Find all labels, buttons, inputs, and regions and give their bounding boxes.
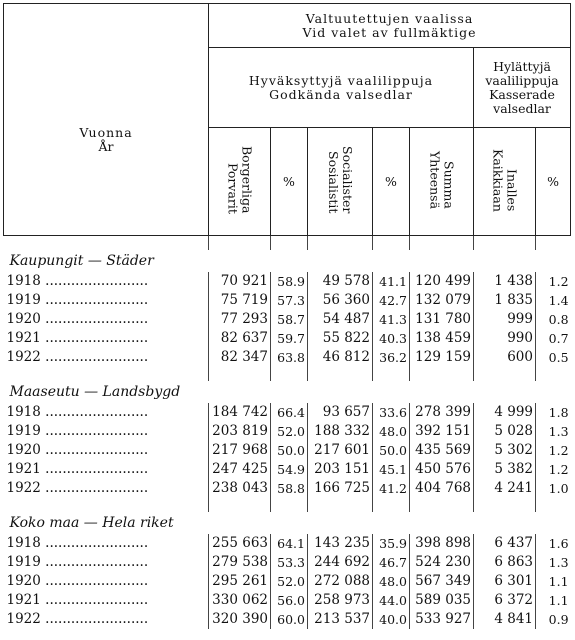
table-row xyxy=(4,291,571,310)
section-title: Kaupungit — Städer xyxy=(9,253,154,269)
bourgeois-pct-cell: 57.3 xyxy=(271,291,308,310)
bourgeois-pct-cell: 58.7 xyxy=(271,310,308,329)
section-title: Koko maa — Hela riket xyxy=(9,515,174,531)
bourgeois-cell: 255 663 xyxy=(209,534,271,553)
socialist-pct-cell: 41.3 xyxy=(373,310,410,329)
statistics-table-page xyxy=(3,3,570,635)
socialist-pct-cell: 45.1 xyxy=(373,460,410,479)
rejected-cell: 1 438 xyxy=(474,272,536,291)
rejected-cell: 5 028 xyxy=(474,422,536,441)
bourgeois-pct-cell: 52.0 xyxy=(271,572,308,591)
fullmaktige-header xyxy=(209,4,571,48)
socialist-pct-cell: 50.0 xyxy=(373,441,410,460)
rejected-pct-cell: 1.0 xyxy=(536,479,571,498)
socialist-cell: 56 360 xyxy=(308,291,373,310)
rejected-pct-cell: 1.2 xyxy=(536,272,571,291)
bourgeois-pct-cell: 58.9 xyxy=(271,272,308,291)
bourgeois-pct-cell: 66.4 xyxy=(271,403,308,422)
rejected-header-sv: Kasserade valsedlar xyxy=(489,86,555,116)
all-header xyxy=(474,128,536,236)
socialist-cell: 272 088 xyxy=(308,572,373,591)
rejected-header-fi: Hylättyjä vaalilippuja xyxy=(485,58,559,88)
socialist-pct-cell: 41.1 xyxy=(373,272,410,291)
spacer-cell xyxy=(308,367,373,381)
bourgeois-cell: 330 062 xyxy=(209,591,271,610)
socialist-cell: 188 332 xyxy=(308,422,373,441)
election-ballots-table xyxy=(3,3,571,629)
rejected-pct-cell: 1.2 xyxy=(536,460,571,479)
section-title: Maaseutu — Landsbygd xyxy=(9,384,181,400)
table-row xyxy=(4,310,571,329)
total-cell: 132 079 xyxy=(410,291,474,310)
total-cell: 450 576 xyxy=(410,460,474,479)
bourgeois-header xyxy=(209,128,271,236)
section-title-row xyxy=(4,512,571,534)
year-cell: 1922 ........................ xyxy=(6,611,149,627)
total-cell: 524 230 xyxy=(410,553,474,572)
socialist-pct-header: % xyxy=(373,128,410,236)
year-cell: 1921 ........................ xyxy=(6,461,149,477)
total-cell: 398 898 xyxy=(410,534,474,553)
year-cell: 1922 ........................ xyxy=(6,349,149,365)
spacer-cell xyxy=(271,236,308,251)
rejected-cell: 5 302 xyxy=(474,441,536,460)
rejected-pct-cell: 0.7 xyxy=(536,329,571,348)
socialist-cell: 166 725 xyxy=(308,479,373,498)
socialist-pct-cell: 46.7 xyxy=(373,553,410,572)
socialist-pct-cell: 44.0 xyxy=(373,591,410,610)
bourgeois-cell: 217 968 xyxy=(209,441,271,460)
bourgeois-header-sv: Borgerliga xyxy=(239,146,255,214)
spacer-cell xyxy=(4,367,209,381)
fullmaktige-header-sv: Vid valet av fullmäktige xyxy=(302,24,477,40)
socialist-cell: 54 487 xyxy=(308,310,373,329)
bourgeois-header-fi: Porvarit xyxy=(225,162,241,214)
rejected-cell: 6 372 xyxy=(474,591,536,610)
bourgeois-pct-cell: 56.0 xyxy=(271,591,308,610)
year-header xyxy=(4,4,209,236)
year-cell: 1920 ........................ xyxy=(6,573,149,589)
socialist-header xyxy=(308,128,373,236)
year-cell: 1918 ........................ xyxy=(6,535,149,551)
spacer-cell xyxy=(271,367,308,381)
socialist-cell: 244 692 xyxy=(308,553,373,572)
spacer-cell xyxy=(209,498,271,512)
bourgeois-pct-cell: 64.1 xyxy=(271,534,308,553)
socialist-cell: 93 657 xyxy=(308,403,373,422)
socialist-pct-cell: 40.0 xyxy=(373,610,410,629)
year-cell: 1920 ........................ xyxy=(6,311,149,327)
socialist-pct-cell: 33.6 xyxy=(373,403,410,422)
socialist-header-sv: Socialister xyxy=(340,146,355,214)
rejected-pct-cell: 1.8 xyxy=(536,403,571,422)
spacer-cell xyxy=(209,367,271,381)
bourgeois-cell: 82 637 xyxy=(209,329,271,348)
socialist-pct-cell: 48.0 xyxy=(373,572,410,591)
spacer-cell xyxy=(308,498,373,512)
rejected-ballots-header xyxy=(474,48,571,128)
table-header xyxy=(4,4,571,236)
year-cell: 1919 ........................ xyxy=(6,423,149,439)
socialist-cell: 49 578 xyxy=(308,272,373,291)
bourgeois-pct-cell: 50.0 xyxy=(271,441,308,460)
spacer-row xyxy=(4,367,571,381)
table-row xyxy=(4,610,571,629)
bourgeois-cell: 184 742 xyxy=(209,403,271,422)
rejected-cell: 5 382 xyxy=(474,460,536,479)
bourgeois-cell: 320 390 xyxy=(209,610,271,629)
socialist-pct-cell: 48.0 xyxy=(373,422,410,441)
bourgeois-pct-cell: 53.3 xyxy=(271,553,308,572)
table-row xyxy=(4,460,571,479)
year-cell: 1919 ........................ xyxy=(6,554,149,570)
section-title-row xyxy=(4,250,571,272)
accepted-header-fi: Hyväksyttyjä vaalilippuja xyxy=(248,72,434,88)
year-header-sv: År xyxy=(98,138,114,154)
spacer-cell xyxy=(474,367,536,381)
table-row xyxy=(4,572,571,591)
rejected-pct-cell: 0.9 xyxy=(536,610,571,629)
rejected-cell: 4 241 xyxy=(474,479,536,498)
rejected-cell: 600 xyxy=(474,348,536,367)
socialist-cell: 55 822 xyxy=(308,329,373,348)
rejected-pct-cell: 0.8 xyxy=(536,310,571,329)
table-row xyxy=(4,534,571,553)
accepted-header-sv: Godkända valsedlar xyxy=(269,86,413,102)
bourgeois-pct-cell: 58.8 xyxy=(271,479,308,498)
rejected-pct-header: % xyxy=(536,128,571,236)
total-cell: 392 151 xyxy=(410,422,474,441)
total-cell: 567 349 xyxy=(410,572,474,591)
section-title-row xyxy=(4,381,571,403)
socialist-pct-cell: 42.7 xyxy=(373,291,410,310)
rejected-pct-cell: 1.6 xyxy=(536,534,571,553)
bourgeois-pct-cell: 63.8 xyxy=(271,348,308,367)
socialist-cell: 143 235 xyxy=(308,534,373,553)
bourgeois-pct-header: % xyxy=(271,128,308,236)
bourgeois-cell: 238 043 xyxy=(209,479,271,498)
socialist-cell: 217 601 xyxy=(308,441,373,460)
rejected-pct-cell: 1.3 xyxy=(536,553,571,572)
table-row xyxy=(4,479,571,498)
spacer-row xyxy=(4,498,571,512)
rejected-cell: 6 863 xyxy=(474,553,536,572)
total-header xyxy=(410,128,474,236)
table-row xyxy=(4,272,571,291)
year-cell: 1921 ........................ xyxy=(6,330,149,346)
total-header-fi: Yhteensä xyxy=(427,150,443,210)
rejected-cell: 4 999 xyxy=(474,403,536,422)
rejected-pct-cell: 1.2 xyxy=(536,441,571,460)
spacer-cell xyxy=(536,236,571,251)
total-cell: 120 499 xyxy=(410,272,474,291)
total-header-sv: Summa xyxy=(441,161,457,210)
rejected-cell: 990 xyxy=(474,329,536,348)
year-cell: 1919 ........................ xyxy=(6,292,149,308)
total-cell: 278 399 xyxy=(410,403,474,422)
spacer-row xyxy=(4,236,571,251)
table-body xyxy=(4,236,571,630)
bourgeois-pct-cell: 59.7 xyxy=(271,329,308,348)
table-row xyxy=(4,422,571,441)
socialist-header-fi: Sosialistit xyxy=(326,151,341,214)
socialist-cell: 213 537 xyxy=(308,610,373,629)
total-cell: 589 035 xyxy=(410,591,474,610)
spacer-cell xyxy=(373,367,410,381)
socialist-pct-cell: 41.2 xyxy=(373,479,410,498)
year-cell: 1918 ........................ xyxy=(6,273,149,289)
accepted-ballots-header xyxy=(209,48,474,128)
all-header-sv: Inalles xyxy=(504,169,520,212)
rejected-cell: 6 301 xyxy=(474,572,536,591)
bourgeois-cell: 203 819 xyxy=(209,422,271,441)
table-row xyxy=(4,329,571,348)
socialist-pct-cell: 40.3 xyxy=(373,329,410,348)
year-cell: 1920 ........................ xyxy=(6,442,149,458)
table-row xyxy=(4,403,571,422)
bourgeois-cell: 295 261 xyxy=(209,572,271,591)
spacer-cell xyxy=(474,236,536,251)
spacer-cell xyxy=(209,236,271,251)
bourgeois-cell: 82 347 xyxy=(209,348,271,367)
rejected-pct-cell: 1.3 xyxy=(536,422,571,441)
spacer-cell xyxy=(536,367,571,381)
rejected-pct-cell: 1.4 xyxy=(536,291,571,310)
total-cell: 435 569 xyxy=(410,441,474,460)
spacer-cell xyxy=(4,498,209,512)
rejected-pct-cell: 0.5 xyxy=(536,348,571,367)
socialist-pct-cell: 35.9 xyxy=(373,534,410,553)
rejected-cell: 999 xyxy=(474,310,536,329)
spacer-cell xyxy=(410,236,474,251)
spacer-cell xyxy=(373,236,410,251)
year-cell: 1921 ........................ xyxy=(6,592,149,608)
total-cell: 138 459 xyxy=(410,329,474,348)
all-header-fi: Kaikkiaan xyxy=(490,148,506,212)
year-cell: 1922 ........................ xyxy=(6,480,149,496)
table-row xyxy=(4,348,571,367)
fullmaktige-header-fi: Valtuutettujen vaalissa xyxy=(305,10,474,26)
bourgeois-pct-cell: 54.9 xyxy=(271,460,308,479)
spacer-cell xyxy=(271,498,308,512)
year-header-fi: Vuonna xyxy=(79,124,133,140)
bourgeois-cell: 279 538 xyxy=(209,553,271,572)
spacer-cell xyxy=(308,236,373,251)
rejected-pct-cell: 1.1 xyxy=(536,572,571,591)
socialist-cell: 203 151 xyxy=(308,460,373,479)
socialist-cell: 258 973 xyxy=(308,591,373,610)
bourgeois-cell: 70 921 xyxy=(209,272,271,291)
socialist-pct-cell: 36.2 xyxy=(373,348,410,367)
year-cell: 1918 ........................ xyxy=(6,404,149,420)
spacer-cell xyxy=(373,498,410,512)
bourgeois-cell: 247 425 xyxy=(209,460,271,479)
rejected-cell: 1 835 xyxy=(474,291,536,310)
total-cell: 129 159 xyxy=(410,348,474,367)
bourgeois-pct-cell: 60.0 xyxy=(271,610,308,629)
rejected-cell: 6 437 xyxy=(474,534,536,553)
spacer-cell xyxy=(4,236,209,251)
socialist-cell: 46 812 xyxy=(308,348,373,367)
table-row xyxy=(4,553,571,572)
total-cell: 404 768 xyxy=(410,479,474,498)
bourgeois-pct-cell: 52.0 xyxy=(271,422,308,441)
rejected-pct-cell: 1.1 xyxy=(536,591,571,610)
spacer-cell xyxy=(410,367,474,381)
table-row xyxy=(4,441,571,460)
spacer-cell xyxy=(536,498,571,512)
spacer-cell xyxy=(410,498,474,512)
rejected-cell: 4 841 xyxy=(474,610,536,629)
total-cell: 533 927 xyxy=(410,610,474,629)
total-cell: 131 780 xyxy=(410,310,474,329)
spacer-cell xyxy=(474,498,536,512)
bourgeois-cell: 77 293 xyxy=(209,310,271,329)
bourgeois-cell: 75 719 xyxy=(209,291,271,310)
table-row xyxy=(4,591,571,610)
